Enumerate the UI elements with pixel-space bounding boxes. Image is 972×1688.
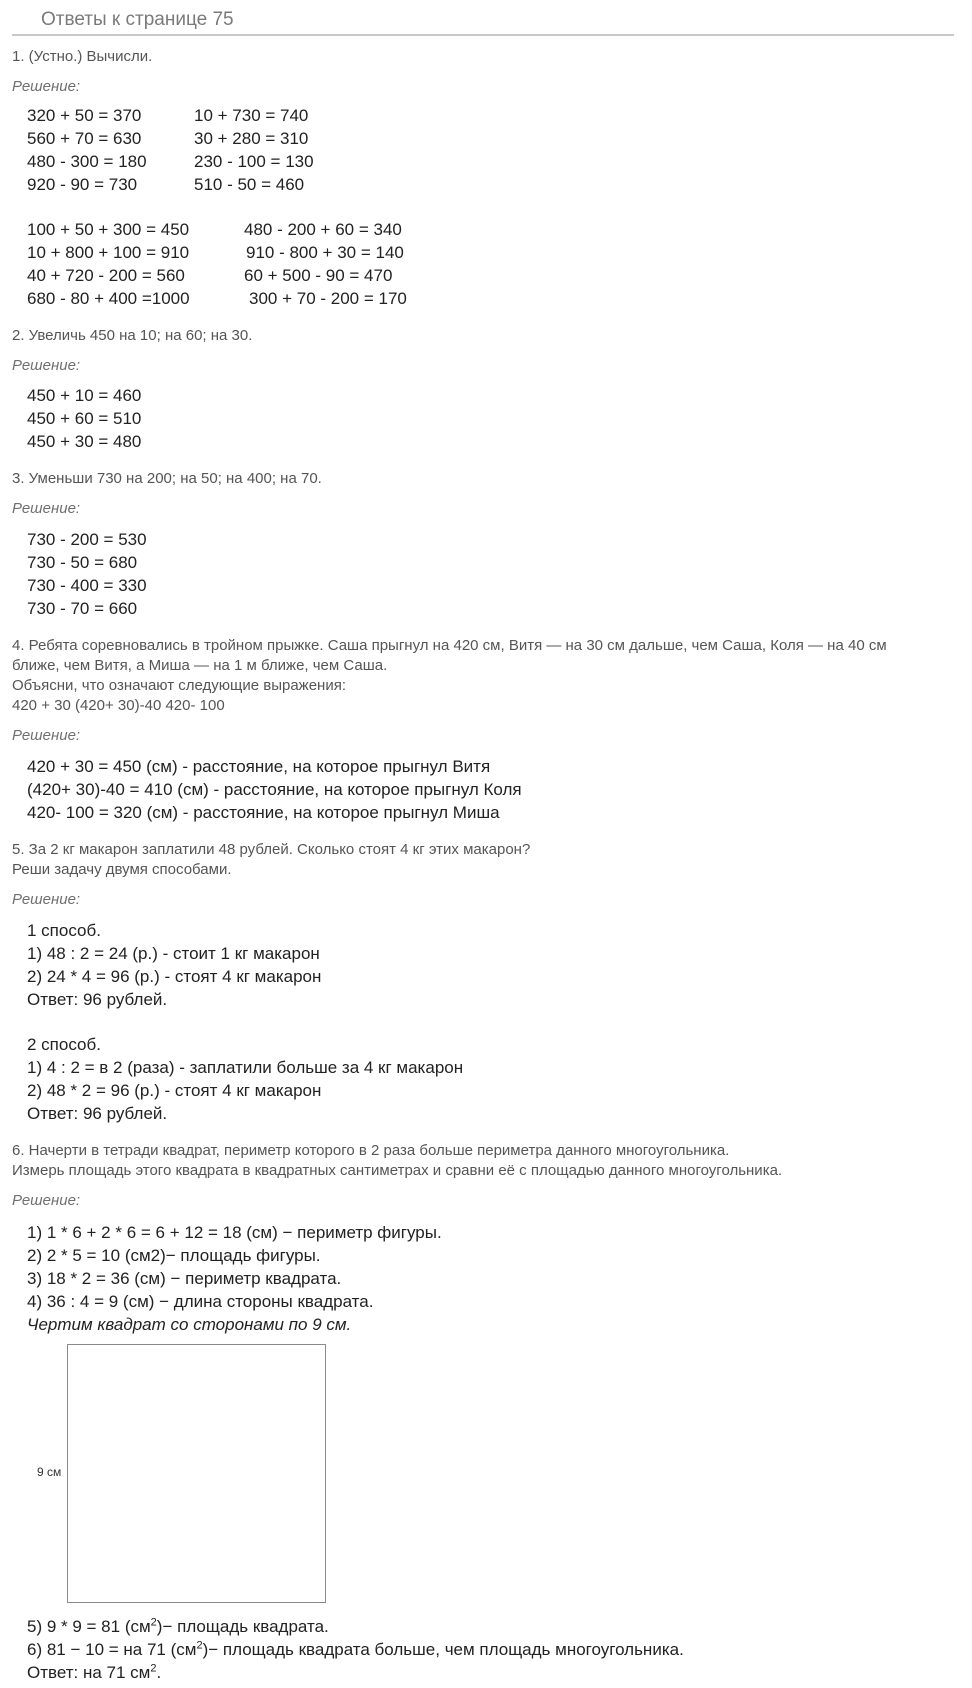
task1-equation: 10 + 730 = 740 [194,106,309,125]
task5-method1-line: 1 способ. [27,921,101,940]
task5-method2-line: 2) 48 * 2 = 96 (р.) - стоят 4 кг макарон [27,1081,322,1100]
task5-question: Реши задачу двумя способами. [12,861,232,878]
task6-solution-label: Решение: [12,1192,81,1209]
task1-solution-label: Решение: [12,78,81,95]
task1-equation: 480 - 300 = 180 [27,152,147,171]
task6-line: 1) 1 * 6 + 2 * 6 = 6 + 12 = 18 (см) − периметр фигуры. [27,1223,442,1242]
task6-line: 2) 2 * 5 = 10 (см2)− площадь фигуры. [27,1246,321,1265]
task4-question: 420 + 30 (420+ 30)-40 420- 100 [12,697,225,714]
page-title: Ответы к странице 75 [41,9,234,30]
task1-equation: 920 - 90 = 730 [27,175,138,194]
task3-equation: 730 - 400 = 330 [27,576,147,595]
page-header [12,0,954,36]
task4-question: ближе, чем Витя, а Миша — на 1 м ближе, чем Саша. [12,657,388,674]
task1-equation: 300 + 70 - 200 = 170 [249,289,407,308]
square-side-label: 9 см [37,1465,62,1479]
task4-equation: 420- 100 = 320 (см) - расстояние, на которое прыгнул Миша [27,803,500,822]
task6-line: 4) 36 : 4 = 9 (см) − длина стороны квадрата. [27,1292,374,1311]
task2-equation: 450 + 10 = 460 [27,386,142,405]
task6-question: Измерь площадь этого квадрата в квадратных сантиметрах и сравни её с площадью данного многоугольника. [12,1162,783,1179]
task1-equation: 510 - 50 = 460 [194,175,305,194]
task1-equation: 480 - 200 + 60 = 340 [244,220,402,239]
task5-method2-line: Ответ: 96 рублей. [27,1104,168,1123]
task1-equation: 100 + 50 + 300 = 450 [27,220,190,239]
task5-method1-line: 2) 24 * 4 = 96 (р.) - стоят 4 кг макарон [27,967,322,986]
task6-line: 3) 18 * 2 = 36 (см) − периметр квадрата. [27,1269,342,1288]
task2-equation: 450 + 60 = 510 [27,409,142,428]
task6-question: 6. Начерти в тетради квадрат, периметр которого в 2 раза больше периметра данного многоугольника. [12,1142,730,1159]
task1-equation: 30 + 280 = 310 [194,129,309,148]
task1-question: 1. (Устно.) Вычисли. [12,48,153,65]
task3-equation: 730 - 50 = 680 [27,553,138,572]
task1-equation: 60 + 500 - 90 = 470 [244,266,393,285]
task5-question: 5. За 2 кг макарон заплатили 48 рублей. Сколько стоят 4 кг этих макарон? [12,841,531,858]
task3-question: 3. Уменьши 730 на 200; на 50; на 400; на 70. [12,470,322,487]
task5-method1-line: Ответ: 96 рублей. [27,990,168,1009]
task2-equation: 450 + 30 = 480 [27,432,142,451]
task1-equation: 10 + 800 + 100 = 910 [27,243,190,262]
task1-equation: 560 + 70 = 630 [27,129,142,148]
task3-equation: 730 - 200 = 530 [27,530,147,549]
task1-equation: 680 - 80 + 400 =1000 [27,289,190,308]
task1-equation: 40 + 720 - 200 = 560 [27,266,185,285]
task6-line-6: 6) 81 − 10 = на 71 $(см^2)-$ площадь квадрата больше, чем площадь многоугольника. [27,1639,684,1659]
task4-equation: (420+ 30)-40 = 410 (см) - расстояние, на которое прыгнул Коля [27,780,522,799]
task4-solution-label: Решение: [12,727,81,744]
task5-method1-line: 1) 48 : 2 = 24 (р.) - стоит 1 кг макарон [27,944,320,963]
task2-solution-label: Решение: [12,357,81,374]
task4-question: Объясни, что означают следующие выражения: [12,677,347,694]
task1-equation: 320 + 50 = 370 [27,106,142,125]
task2-question: 2. Увеличь 450 на 10; на 60; на 30. [12,327,253,344]
task3-equation: 730 - 70 = 660 [27,599,138,618]
task3-solution-label: Решение: [12,500,81,517]
task5-method2-line: 1) 4 : 2 = в 2 (раза) - заплатили больше за 4 кг макарон [27,1058,464,1077]
task6-italic-note: Чертим квадрат со сторонами по 9 см. [27,1315,352,1334]
task4-question: 4. Ребята соревновались в тройном прыжке. Саша прыгнул на 420 см, Витя — на 30 см дальше, чем Саша, Коля — на 40 см [12,637,887,654]
square-figure [67,1344,326,1603]
task5-method2-line: 2 способ. [27,1035,101,1054]
task6-line-5: 5) 9 * 9 = 81 $(см^2)-$ площадь квадрата. [27,1616,329,1636]
task5-solution-label: Решение: [12,891,81,908]
task4-equation: 420 + 30 = 450 (см) - расстояние, на которое прыгнул Витя [27,757,491,776]
task1-equation: 230 - 100 = 130 [194,152,314,171]
task6-answer: Ответ: на 71 $см^2$. [27,1662,162,1682]
task1-equation: 910 - 800 + 30 = 140 [246,243,404,262]
